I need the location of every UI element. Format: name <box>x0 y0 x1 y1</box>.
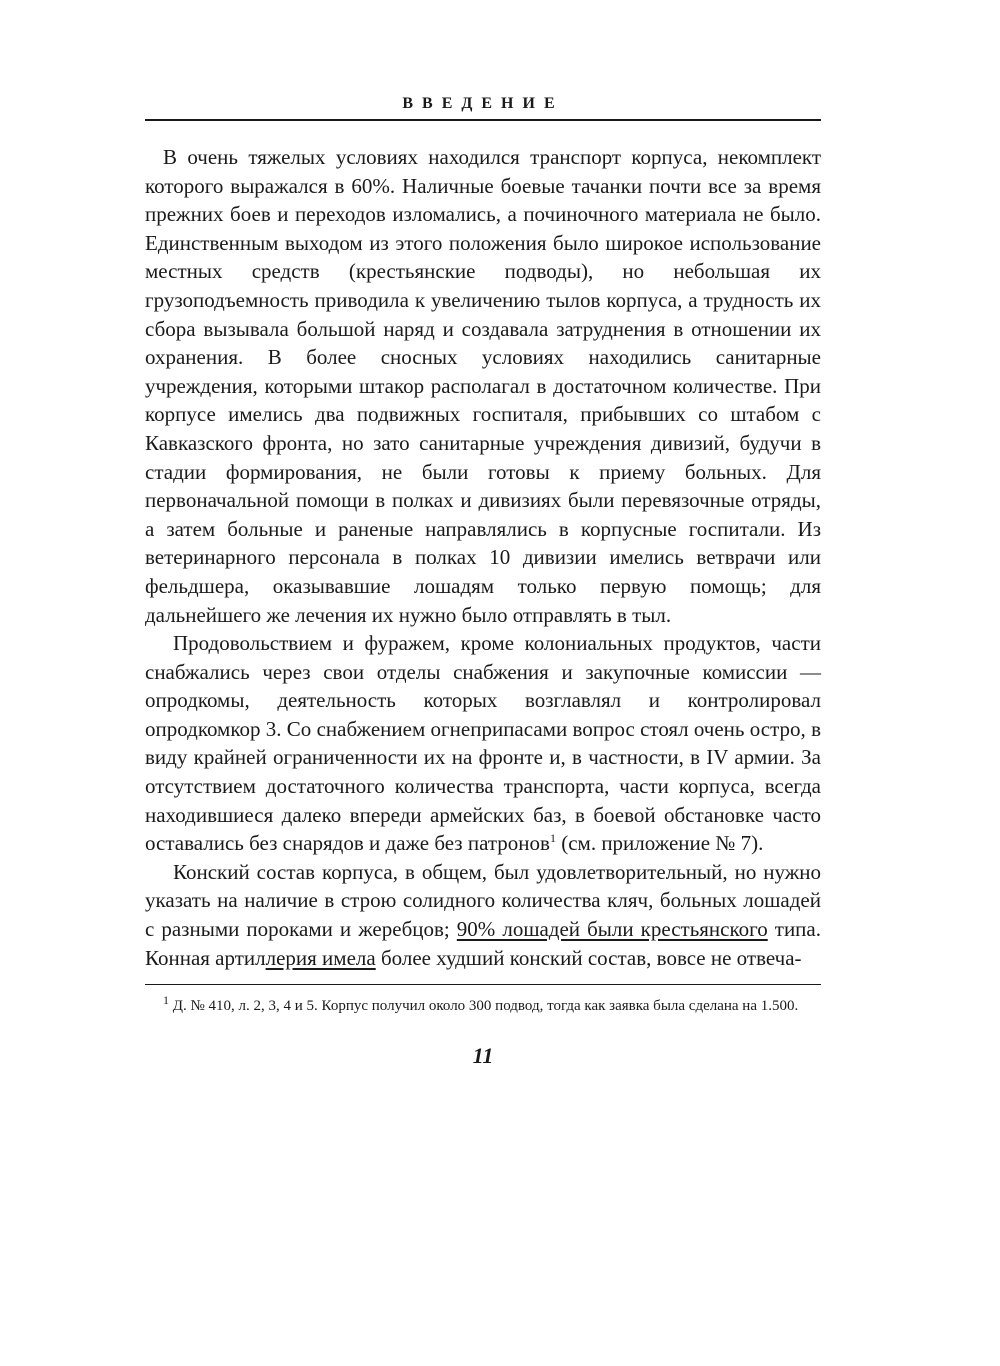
underlined-text: 90% лошадей были крестьянского <box>456 917 768 942</box>
paragraph-text: (см. приложение № 7). <box>555 831 764 856</box>
paragraph-transport <box>145 143 821 629</box>
book-page <box>145 92 821 1332</box>
footnote <box>145 995 821 1017</box>
paragraph-text: Конский состав корпуса, в общем, был удовлетворительный, но нужно указать на наличие в строю солидного количества кляч, больных лошадей с разными пороками и жеребцов; <box>145 859 821 942</box>
paragraph-text: В очень тяжелых условиях находился транспорт корпуса, некомплект которого выражался в 60%. Наличные боевые тачанки почти все за время прежних боев и переходов изломались, а починочного материала не было. Единственным выходом из этого положения было широкое использование местных средств (крестьянские подводы), но небольшая их грузоподъемность приводила к увеличению тылов корпуса, а трудность их сбора вызывала большой наряд и создавала затруднения в отношении их охранения. В более сносных условиях находились санитарные учреждения, которыми штакор располагал в достаточном количестве. При корпусе имелись два подвижных госпиталя, прибывших со штабом с Кавказского фронта, но зато санитарные учреждения дивизий, будучи в стадии формирования, не были готовы к приему больных. Для первоначальной помощи в полках и дивизиях были перевязочные отряды, а затем больные и раненые направлялись в корпусные госпитали. Из ветеринарного персонала в полках 10 дивизии имелись ветврачи или фельдшера, оказывавшие лошадям только первую помощь; для дальнейшего же лечения их нужно было отправлять в тыл. <box>145 145 821 627</box>
main-text <box>145 143 821 972</box>
paragraph-text: Продовольствием и фуражем, кроме колониальных продуктов, части снабжались через свои отделы снабжения и закупочные комиссии — опродкомы, деятельность которых возглавлял и контролировал опродкомкор 3. Со снабжением огнеприпасами вопрос стоял очень остро, в виду крайней ограниченности их на фронте и, в частности, в IV армии. За отсутствием достаточного количества транспорта, части корпуса, всегда находившиеся далеко впереди армейских баз, в боевой обстановке часто оставались без снарядов и даже без патронов <box>145 631 821 856</box>
footnote-rule <box>145 984 821 985</box>
footnote-marker: 1 <box>549 831 556 846</box>
header-rule <box>145 119 821 121</box>
paragraph-text: более худший конский состав, вовсе не отвеча- <box>375 945 802 970</box>
paragraph-supply <box>145 629 821 858</box>
underlined-text: лерия имела <box>265 945 376 970</box>
paragraph-text: типа. Конная артил <box>145 917 821 970</box>
footnote-marker: 1 <box>163 993 169 1008</box>
page-number: 11 <box>472 1043 494 1069</box>
paragraph-horses <box>145 858 821 972</box>
footnote-text: Д. № 410, л. 2, 3, 4 и 5. Корпус получил около 300 подвод, тогда как заявка была сделана на 1.500. <box>169 998 799 1015</box>
running-header: ВВЕДЕНИЕ <box>402 95 564 112</box>
